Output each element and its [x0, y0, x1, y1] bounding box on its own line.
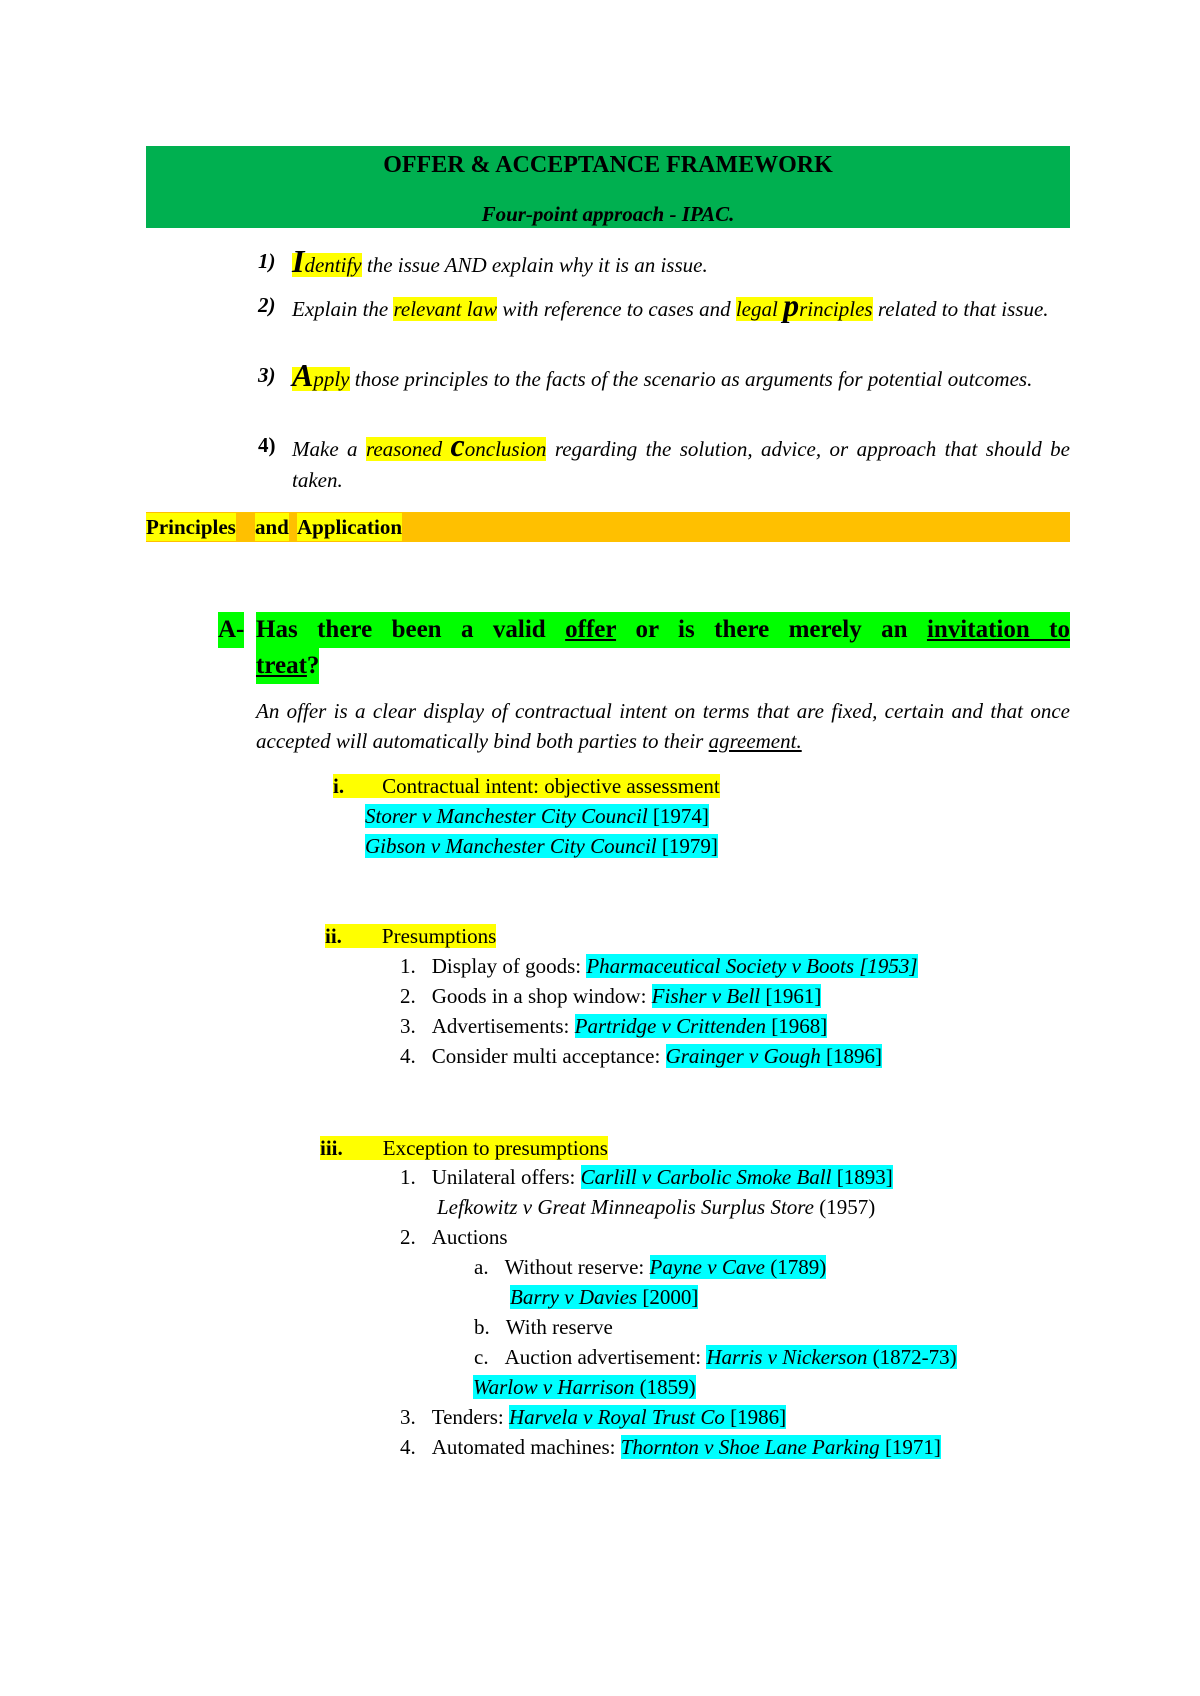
question-label: A-: [218, 612, 244, 648]
auction-item-b: b. With reserve: [474, 1315, 613, 1339]
presumption-item-4: 4. Consider multi acceptance: Grainger v Gough [1896]: [400, 1044, 882, 1068]
document-title: OFFER & ACCEPTANCE FRAMEWORK: [383, 152, 833, 178]
case-storer: Storer v Manchester City Council [1974]: [365, 804, 709, 828]
section-heading-word-3: Application: [297, 515, 403, 539]
presumption-item-3: 3. Advertisements: Partridge v Crittenden [1968]: [400, 1014, 828, 1038]
exception-item-2: 2. Auctions: [400, 1225, 508, 1249]
auction-item-c: c. Auction advertisement: Harris v Nickerson (1872-73): [474, 1345, 957, 1369]
offer-definition: An offer is a clear display of contractual intent on terms that are fixed, certain and that once accepted will automatically bind both parties to their agreement.: [256, 699, 1070, 753]
section-ii-heading: ii. Presumptions: [325, 924, 497, 948]
section-iii-heading: iii. Exception to presumptions: [320, 1136, 608, 1160]
section-i-heading: i. Contractual intent: objective assessment: [333, 774, 720, 798]
presumption-item-1: 1. Display of goods: Pharmaceutical Society v Boots [1953]: [400, 954, 918, 978]
presumption-item-2: 2. Goods in a shop window: Fisher v Bell [1961]: [400, 984, 822, 1008]
case-gibson: Gibson v Manchester City Council [1979]: [365, 834, 718, 858]
exception-item-1: 1. Unilateral offers: Carlill v Carbolic Smoke Ball [1893]: [400, 1165, 893, 1189]
auction-item-a: a. Without reserve: Payne v Cave (1789): [474, 1255, 827, 1279]
auction-item-c-case-2: Warlow v Harrison (1859): [473, 1375, 696, 1399]
exception-item-4: 4. Automated machines: Thornton v Shoe Lane Parking [1971]: [400, 1435, 941, 1459]
auction-item-a-case-2: Barry v Davies [2000]: [510, 1285, 699, 1309]
section-heading-word-2: and: [255, 515, 289, 539]
section-heading-word-1: Principles: [146, 515, 236, 539]
exception-item-3: 3. Tenders: Harvela v Royal Trust Co [1986]: [400, 1405, 787, 1429]
document-subtitle: Four-point approach - IPAC.: [481, 202, 735, 226]
section-heading-bar: [146, 512, 1070, 542]
title-banner: [146, 146, 1070, 228]
exception-item-1-case-2: Lefkowitz v Great Minneapolis Surplus Store (1957): [437, 1195, 876, 1219]
